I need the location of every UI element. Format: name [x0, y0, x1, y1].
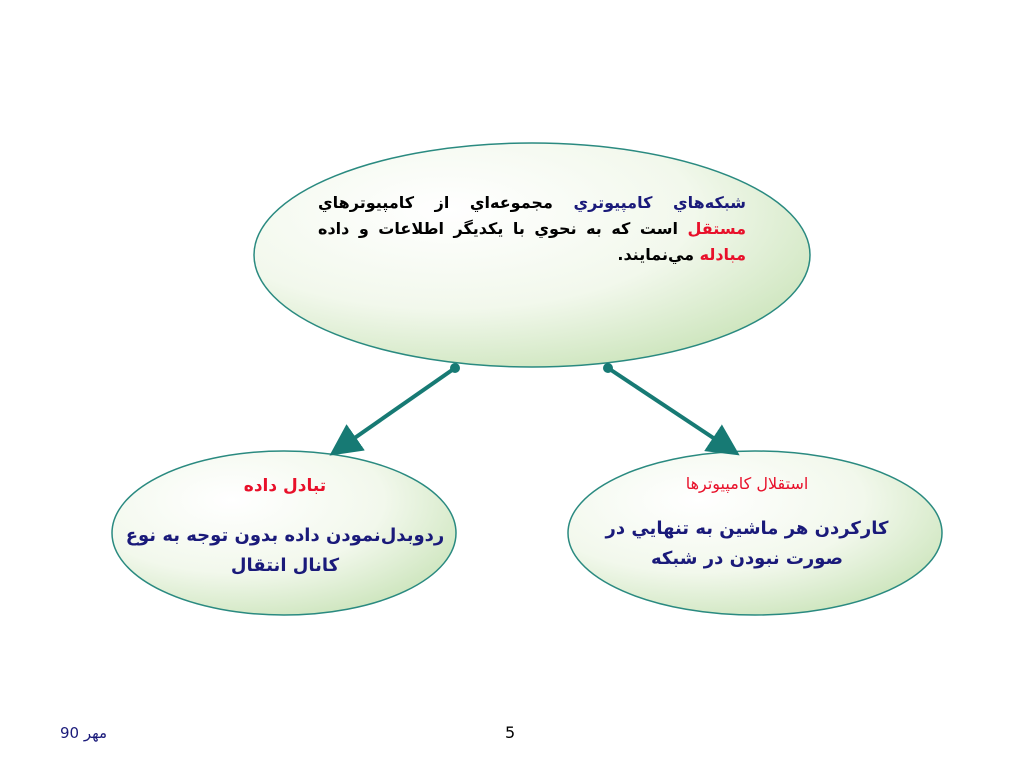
right-node-body: کارکردن هر ماشين به تنهايي در صورت نبودن در شبکه — [605, 518, 889, 569]
connector-arrow-left — [336, 368, 455, 451]
top-text-part: شبکه‌هاي کامپيوتري — [573, 193, 747, 212]
connector-arrow-right — [608, 368, 733, 451]
top-text-part: مي‌نمايند. — [617, 245, 700, 264]
connector-dot-left — [450, 363, 460, 373]
top-text-part: مستقل — [687, 219, 746, 238]
left-node-body: ردوبدل‌نمودن داده بدون توجه به نوع کانال انتقال — [125, 525, 445, 576]
connector-dot-right — [603, 363, 613, 373]
left-node-text — [120, 473, 450, 581]
top-node-text — [318, 190, 746, 268]
right-node-text — [582, 472, 912, 574]
right-node-title: استقلال کامپيوترها — [685, 474, 809, 493]
left-node-title: تبادل داده — [243, 476, 327, 496]
page-number: 5 — [505, 723, 516, 742]
top-text-part: است که به نحوي با يکديگر اطلاعات و داده — [318, 219, 688, 238]
top-text-part: مجموعه‌اي از کامپيوترهاي — [318, 193, 574, 212]
top-text-part: مبادله — [699, 245, 746, 264]
footer-date: مهر 90 — [60, 724, 108, 742]
